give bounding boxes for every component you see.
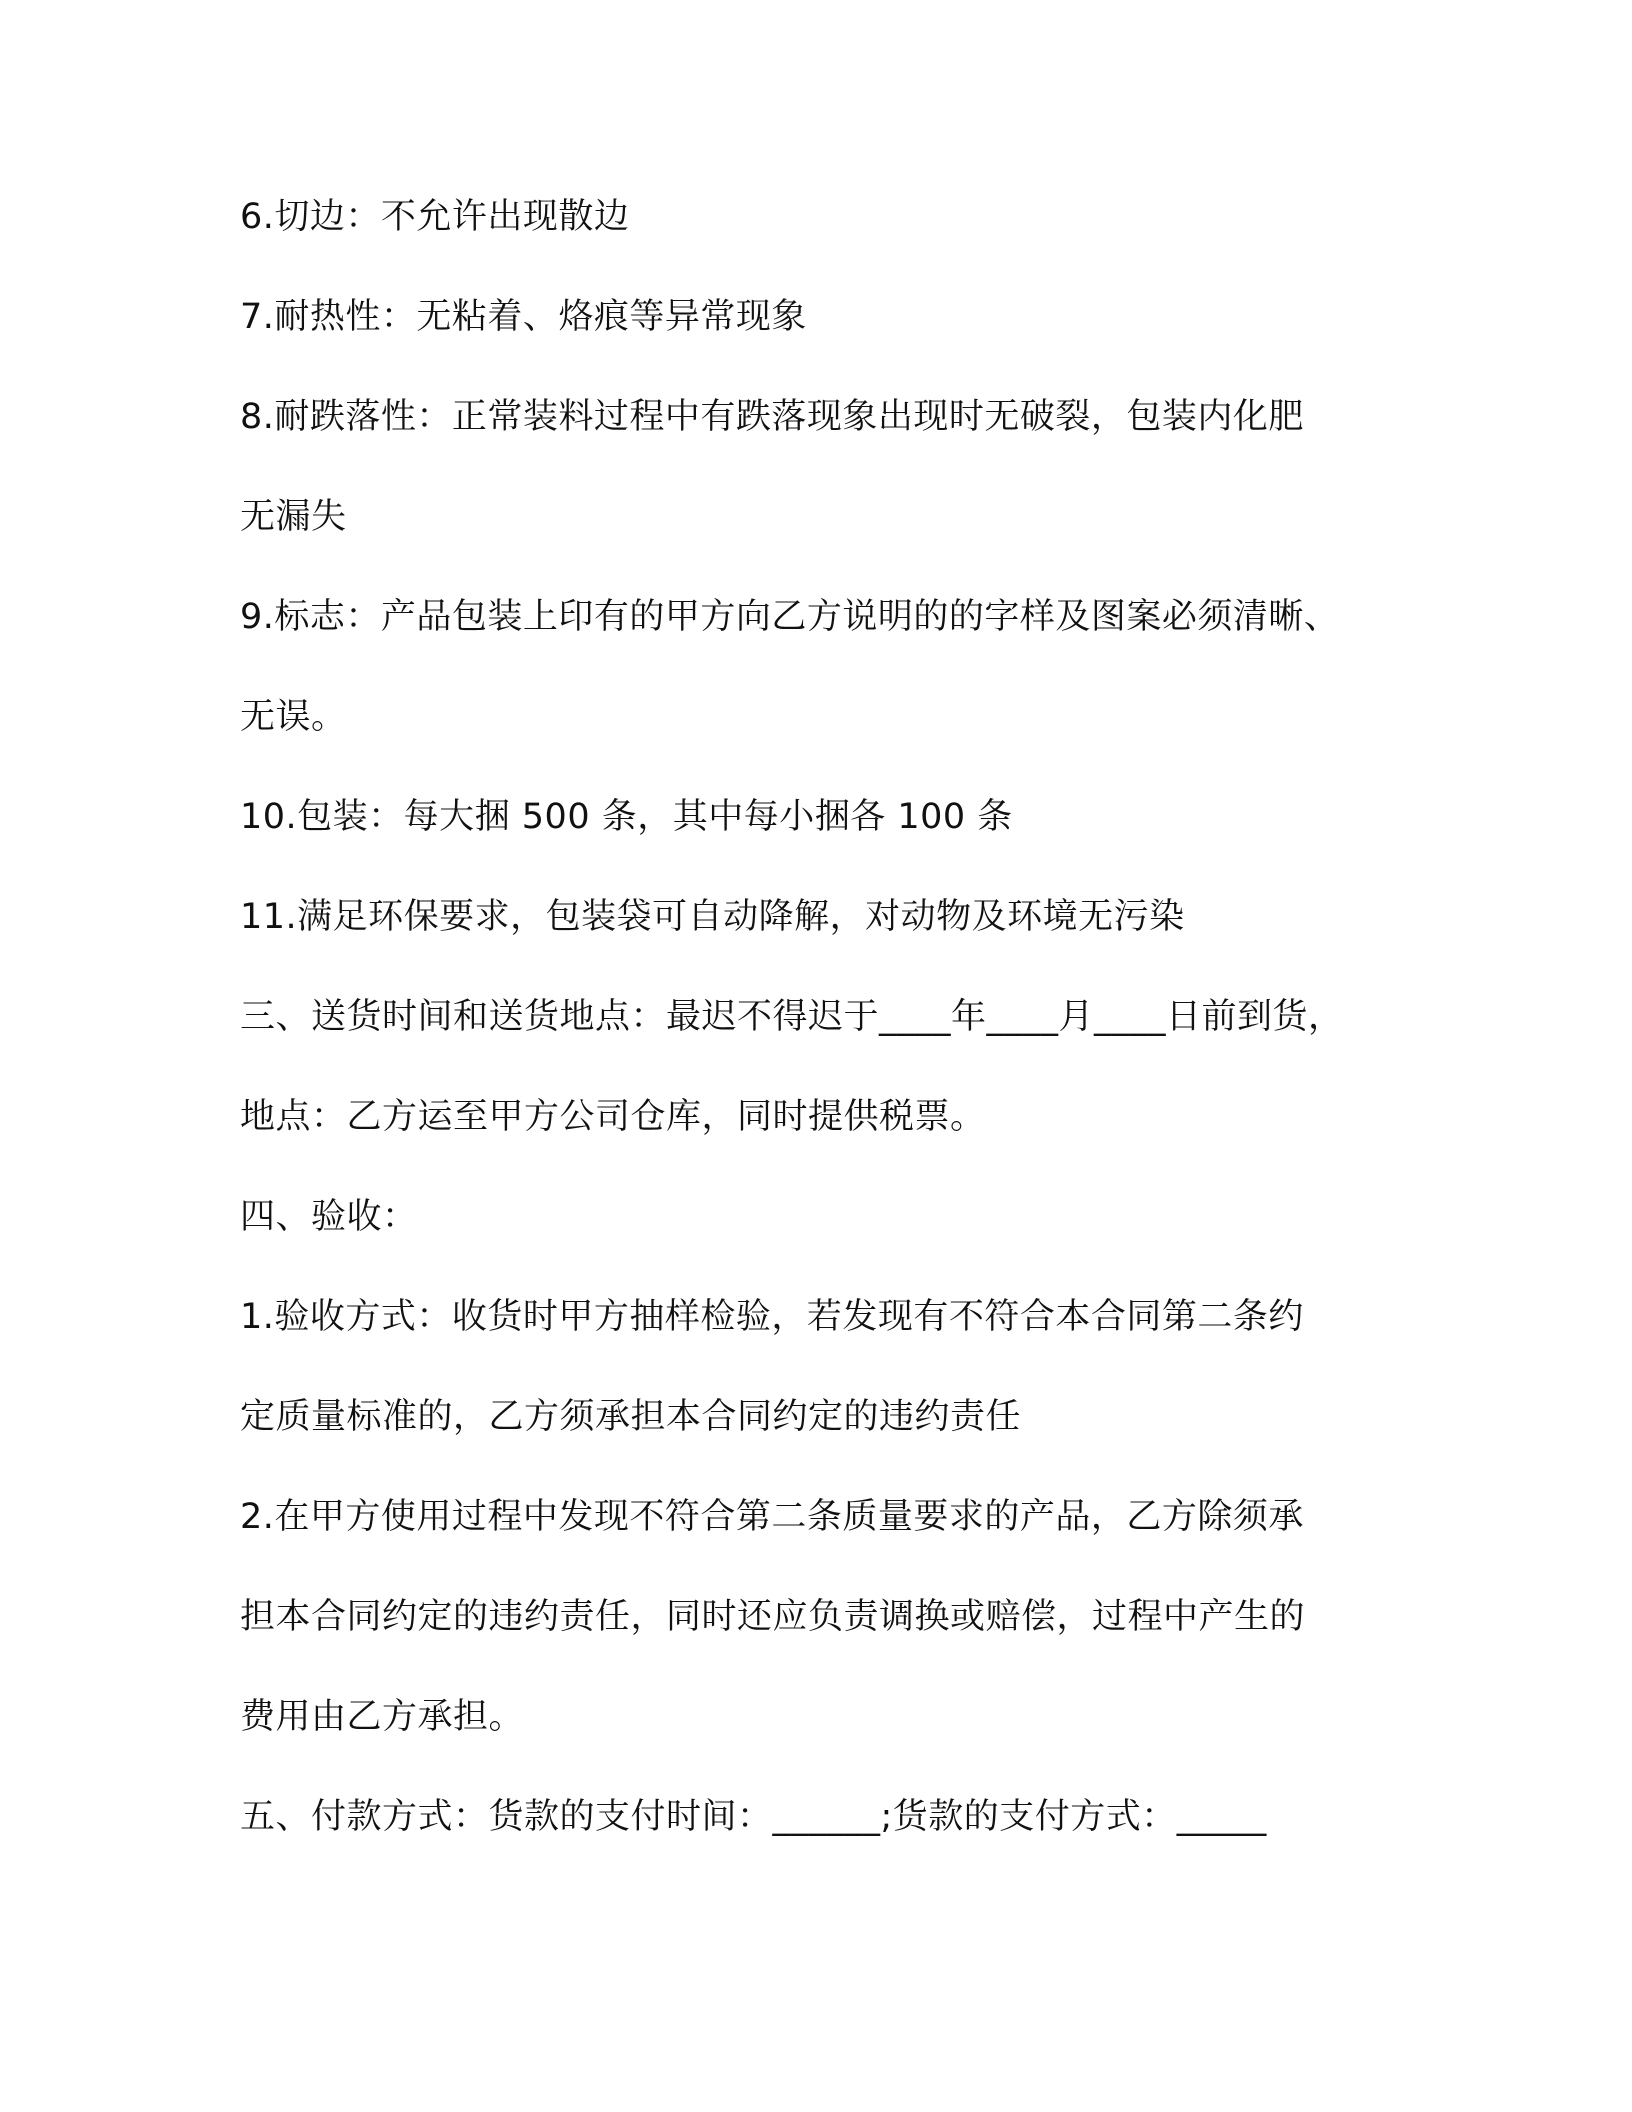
section-3-location: 地点：乙方运至甲方公司仓库，同时提供税票。 <box>240 1097 986 1137</box>
section-4-item-1: 1.验收方式：收货时甲方抽样检验，若发现有不符合本合同第二条约 <box>240 1297 1304 1337</box>
clause-8-drop-resistance: 8.耐跌落性：正常装料过程中有跌落现象出现时无破裂，包装内化肥 <box>240 397 1304 437</box>
section-4-heading: 四、验收： <box>240 1197 418 1237</box>
section-4-item-1-continuation: 定质量标准的，乙方须承担本合同约定的违约责任 <box>240 1397 1022 1437</box>
clause-11-environment: 11.满足环保要求，包装袋可自动降解，对动物及环境无污染 <box>240 897 1185 937</box>
clause-8-continuation: 无漏失 <box>240 497 347 537</box>
clause-9-continuation: 无误。 <box>240 697 347 737</box>
clause-9-marking: 9.标志：产品包装上印有的甲方向乙方说明的的字样及图案必须清晰、 <box>240 597 1340 637</box>
section-5-payment: 五、付款方式：货款的支付时间：______;货款的支付方式：_____ <box>240 1797 1267 1837</box>
section-4-item-2: 2.在甲方使用过程中发现不符合第二条质量要求的产品，乙方除须承 <box>240 1497 1304 1537</box>
clause-7-heat-resistance: 7.耐热性：无粘着、烙痕等异常现象 <box>240 297 807 337</box>
section-3-delivery: 三、送货时间和送货地点：最迟不得迟于____年____月____日前到货， <box>240 997 1344 1037</box>
clause-6-cut-edge: 6.切边：不允许出现散边 <box>240 197 630 237</box>
clause-10-packaging: 10.包装：每大捆 500 条，其中每小捆各 100 条 <box>240 797 1013 837</box>
section-4-item-2-end: 费用由乙方承担。 <box>240 1697 525 1737</box>
section-4-item-2-continuation: 担本合同约定的违约责任，同时还应负责调换或赔偿，过程中产生的 <box>240 1597 1306 1637</box>
